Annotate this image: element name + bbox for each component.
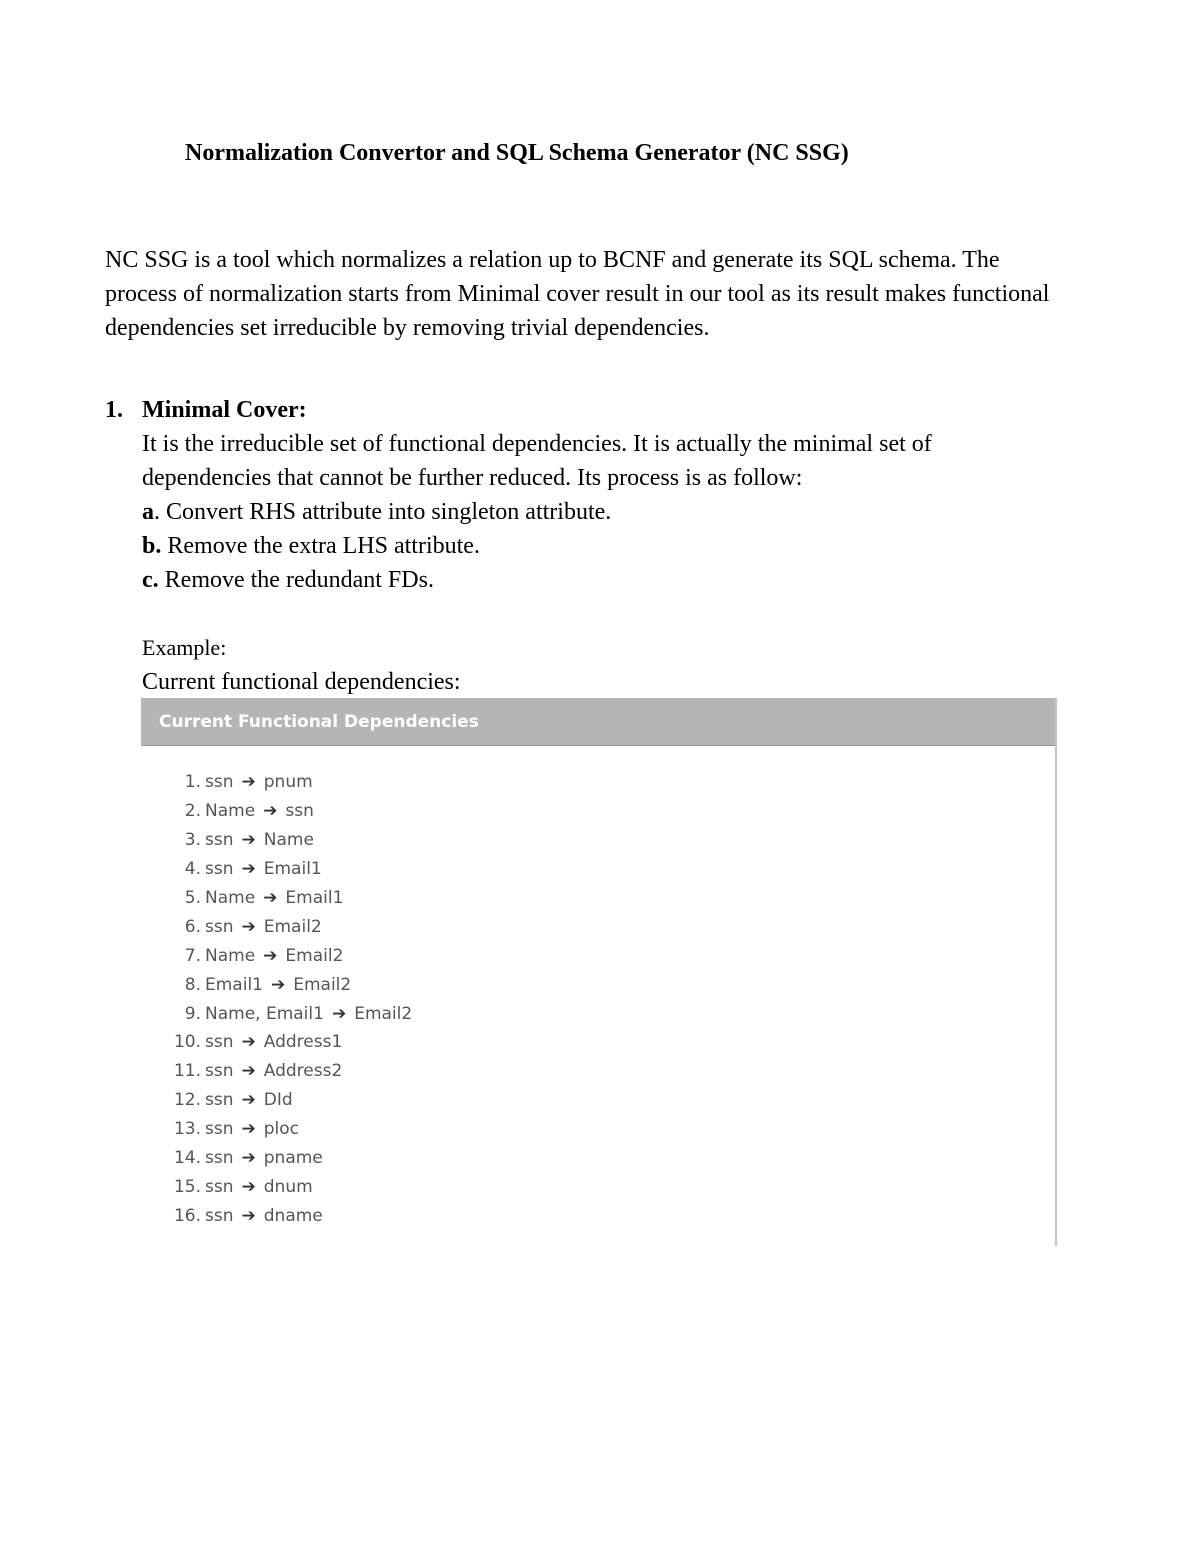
fd-item bbox=[141, 1115, 1055, 1144]
fd-item bbox=[141, 1172, 1055, 1201]
fd-number: 6. bbox=[184, 916, 201, 937]
fd-item bbox=[141, 855, 1055, 884]
fd-number: 5. bbox=[184, 888, 201, 908]
fd-item bbox=[141, 884, 1055, 913]
fd-lhs: Name bbox=[205, 801, 256, 822]
fd-lhs: ssn bbox=[205, 1090, 234, 1111]
fd-lhs: Email1 bbox=[205, 974, 263, 995]
fd-rhs: Email1 bbox=[285, 888, 344, 908]
step-text: Remove the redundant FDs. bbox=[158, 567, 434, 593]
minimal-cover-section bbox=[105, 393, 1065, 699]
arrow-right-icon: ➔ bbox=[263, 888, 278, 908]
fd-lhs: ssn bbox=[205, 1205, 234, 1226]
fd-list bbox=[141, 746, 1055, 1230]
fd-item bbox=[141, 970, 1055, 999]
fd-rhs: dnum bbox=[263, 1176, 313, 1197]
fd-rhs: Email2 bbox=[263, 916, 322, 937]
fd-lhs: ssn bbox=[205, 916, 234, 937]
step-text: Remove the extra LHS attribute. bbox=[161, 533, 480, 559]
arrow-right-icon: ➔ bbox=[241, 1119, 256, 1140]
section-title: Minimal Cover: bbox=[142, 397, 307, 423]
fd-number: 1. bbox=[184, 772, 201, 793]
fd-item bbox=[141, 912, 1055, 941]
arrow-right-icon: ➔ bbox=[331, 1003, 347, 1024]
fd-rhs: Email1 bbox=[263, 859, 322, 880]
arrow-right-icon: ➔ bbox=[241, 1205, 256, 1226]
fd-rhs: pnum bbox=[263, 772, 313, 793]
step-a bbox=[142, 495, 1065, 529]
fd-lhs: ssn bbox=[205, 1032, 234, 1053]
fd-lhs: ssn bbox=[205, 1061, 234, 1082]
fd-number: 8. bbox=[184, 974, 201, 995]
fd-rhs: DId bbox=[263, 1090, 293, 1111]
fd-lhs: ssn bbox=[205, 859, 234, 880]
document-title: Normalization Convertor and SQL Schema Generator (NC SSG) bbox=[185, 140, 849, 166]
step-text: . Convert RHS attribute into singleton attribute. bbox=[154, 499, 612, 525]
functional-dependencies-panel bbox=[141, 698, 1057, 1246]
fd-number: 11. bbox=[173, 1061, 201, 1082]
fd-item bbox=[141, 768, 1055, 797]
arrow-right-icon: ➔ bbox=[241, 772, 256, 793]
fd-lhs: ssn bbox=[205, 830, 234, 851]
fd-number: 10. bbox=[173, 1032, 201, 1053]
arrow-right-icon: ➔ bbox=[241, 1061, 256, 1082]
fd-item bbox=[141, 941, 1055, 970]
fd-lhs: ssn bbox=[205, 1176, 234, 1197]
fd-item bbox=[141, 826, 1055, 855]
fd-lhs: ssn bbox=[205, 772, 234, 793]
arrow-right-icon: ➔ bbox=[263, 945, 278, 966]
fd-number: 16. bbox=[173, 1205, 201, 1226]
fd-number: 13. bbox=[173, 1119, 201, 1140]
fd-lhs: Name, Email1 bbox=[205, 1003, 324, 1024]
section-description: It is the irreducible set of functional dependencies. It is actually the minimal set of dependencies that cannot be further reduced. Its process is as follow: bbox=[142, 431, 932, 491]
fd-number: 9. bbox=[184, 1003, 201, 1024]
arrow-right-icon: ➔ bbox=[241, 916, 256, 937]
fd-item bbox=[141, 1144, 1055, 1173]
fd-item bbox=[141, 1201, 1055, 1230]
fd-rhs: Name bbox=[263, 830, 314, 851]
step-c bbox=[142, 563, 1065, 597]
section-heading bbox=[105, 393, 1065, 427]
fd-number: 14. bbox=[173, 1148, 201, 1169]
fd-item bbox=[141, 1028, 1055, 1057]
fd-rhs: Address1 bbox=[263, 1032, 343, 1053]
fd-number: 15. bbox=[173, 1176, 201, 1197]
fd-rhs: Email2 bbox=[354, 1003, 413, 1024]
fd-number: 3. bbox=[184, 830, 201, 851]
step-marker: a bbox=[142, 499, 154, 525]
fd-item bbox=[141, 1057, 1055, 1086]
fd-rhs: ssn bbox=[285, 801, 314, 822]
fd-rhs: dname bbox=[263, 1205, 323, 1226]
fd-rhs: Address2 bbox=[263, 1061, 343, 1082]
fd-item bbox=[141, 1086, 1055, 1115]
section-number: 1. bbox=[105, 397, 123, 423]
example-label: Example: bbox=[142, 635, 227, 660]
arrow-right-icon: ➔ bbox=[241, 830, 256, 851]
fd-number: 4. bbox=[184, 859, 201, 880]
fd-lhs: Name bbox=[205, 945, 256, 966]
section-body bbox=[142, 427, 1065, 699]
fd-item bbox=[141, 999, 1055, 1028]
arrow-right-icon: ➔ bbox=[263, 801, 278, 822]
intro-text: NC SSG is a tool which normalizes a relation up to BCNF and generate its SQL schema. The process of normalization starts from Minimal cover result in our tool as its result makes functional dependencies set irreducible by removing trivial dependencies. bbox=[105, 247, 1050, 341]
arrow-right-icon: ➔ bbox=[241, 1176, 256, 1197]
step-marker: c. bbox=[142, 567, 159, 593]
panel-header: Current Functional Dependencies bbox=[141, 698, 1055, 746]
intro-paragraph bbox=[105, 243, 1065, 345]
fd-rhs: pname bbox=[263, 1148, 323, 1169]
arrow-right-icon: ➔ bbox=[241, 1032, 256, 1053]
fd-rhs: Email2 bbox=[285, 945, 344, 966]
arrow-right-icon: ➔ bbox=[241, 1148, 256, 1169]
fd-rhs: Email2 bbox=[293, 974, 352, 995]
current-fd-label: Current functional dependencies: bbox=[142, 669, 461, 695]
step-b bbox=[142, 529, 1065, 563]
fd-lhs: ssn bbox=[205, 1119, 234, 1140]
fd-number: 2. bbox=[184, 801, 201, 822]
arrow-right-icon: ➔ bbox=[241, 859, 256, 880]
arrow-right-icon: ➔ bbox=[241, 1090, 256, 1111]
fd-item bbox=[141, 797, 1055, 826]
arrow-right-icon: ➔ bbox=[270, 974, 286, 995]
fd-rhs: ploc bbox=[263, 1119, 300, 1140]
fd-number: 12. bbox=[173, 1090, 201, 1111]
step-marker: b. bbox=[142, 533, 162, 559]
fd-number: 7. bbox=[184, 945, 201, 966]
fd-lhs: Name bbox=[205, 888, 256, 908]
fd-lhs: ssn bbox=[205, 1148, 234, 1169]
